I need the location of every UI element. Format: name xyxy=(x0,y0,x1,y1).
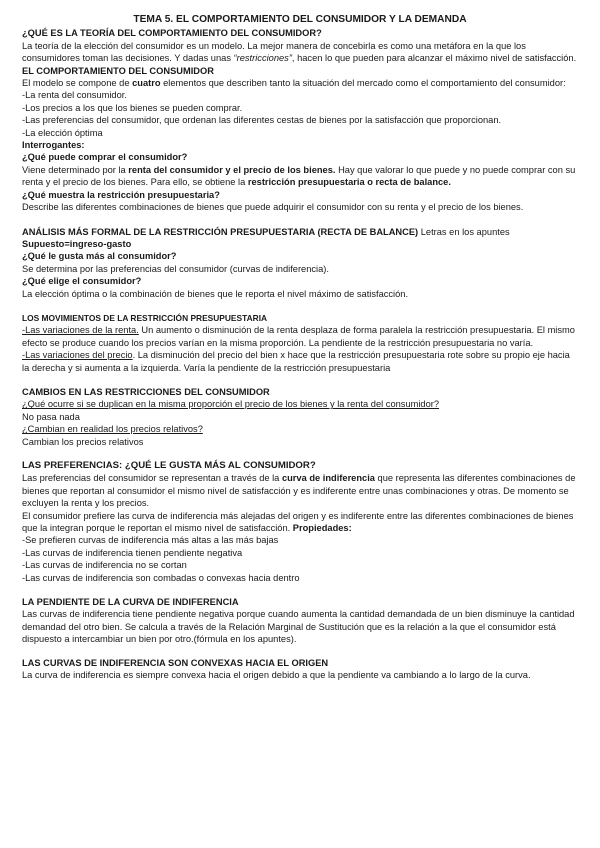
movements-income-paragraph: -Las variaciones de la renta. Un aumento o disminución de la renta desplaza de forma paralela la restricción presupuestaria. El mismo efecto se produce cuando los precios varían en la misma proporción. La pendiente de la restricción presupuestaria no varía. xyxy=(22,325,575,348)
theory-paragraph: La teoría de la elección del consumidor es un modelo. La mejor manera de concebirla es como una metáfora en la que los consumidores toman las decisiones. Y dadas unas “restricciones”, hacen lo que pueden para alcanzar el máximo nivel de satisfacción. xyxy=(22,40,577,64)
behaviour-heading: EL COMPORTAMIENTO DEL CONSUMIDOR xyxy=(22,65,214,76)
restrictions-emphasis: “restricciones” xyxy=(233,53,292,64)
question: ¿Qué elige el consumidor? xyxy=(22,276,142,287)
slope-paragraph: Las curvas de indiferencia tiene pendiente negativa porque cuando aumenta la cantidad demandada de un bien disminuye la cantidad demandad del otro bien. Se calcula a través de la Relación Marginal de Sustitución que es la relación a la que el consumidor está dispuesto a intercambiar un bien por otro.(fórmula en los apuntes). xyxy=(22,609,575,645)
question: ¿Qué puede comprar el consumidor? xyxy=(22,152,188,163)
formal-heading-line xyxy=(22,226,578,238)
slope-heading: LA PENDIENTE DE LA CURVA DE INDIFERENCIA xyxy=(22,597,239,608)
list-item: -La elección óptima xyxy=(22,127,103,138)
list-item: -Las preferencias del consumidor, que ordenan las diferentes cestas de bienes por la satisfacción que proporcionan. xyxy=(22,115,502,126)
question: ¿Qué ocurre si se duplican en la misma proporción el precio de los bienes y la renta del consumidor? xyxy=(22,399,440,410)
answer: Describe las diferentes combinaciones de bienes que puede adquirir el consumidor con su renta y el precio de los bienes. xyxy=(22,202,524,213)
movements-price-paragraph: -Las variaciones del precio. La disminución del precio del bien x hace que la restricción presupuestaria rote sobre su propio eje hacia la derecha y si aumenta a la izquierda. Varía la pendiente de la restricción presupuestaria xyxy=(22,350,570,373)
preferences-heading: LAS PREFERENCIAS: ¿QUÉ LE GUSTA MÁS AL CONSUMIDOR? xyxy=(22,460,316,471)
list-item: -Los precios a los que los bienes se pueden comprar. xyxy=(22,102,243,113)
convex-paragraph: La curva de indiferencia es siempre convexa hacia el origen debido a que la pendiente va cambiando a lo largo de la curva. xyxy=(22,670,531,681)
answer: La elección óptima o la combinación de bienes que le reporta el nivel máximo de satisfacción. xyxy=(22,288,409,299)
question: ¿Cambian en realidad los precios relativos? xyxy=(22,424,203,435)
list-item: -Las curvas de indiferencia tienen pendiente negativa xyxy=(22,547,243,558)
movements-heading: LOS MOVIMIENTOS DE LA RESTRICCIÓN PRESUPUESTARIA xyxy=(22,312,268,323)
formal-heading-note: Letras en los apuntes xyxy=(418,226,510,237)
formula: Supuesto=ingreso-gasto xyxy=(22,238,132,249)
convex-heading: LAS CURVAS DE INDIFERENCIA SON CONVEXAS HACIA EL ORIGEN xyxy=(22,657,329,668)
changes-heading: CAMBIOS EN LAS RESTRICCIONES DEL CONSUMIDOR xyxy=(22,386,270,397)
answer: Se determina por las preferencias del consumidor (curvas de indiferencia). xyxy=(22,263,329,274)
questions-label: Interrogantes: xyxy=(22,140,85,151)
page-title: TEMA 5. EL COMPORTAMIENTO DEL CONSUMIDOR Y LA DEMANDA xyxy=(133,14,467,25)
preferences-paragraph: Las preferencias del consumidor se representan a través de la curva de indiferencia que representa las diferentes combinaciones de bienes que reportan al consumidor el mismo nivel de satisfacción y es indiferente entre unas combinaciones y otras. De momento se excluyen la renta y los precios. xyxy=(22,473,576,509)
theory-heading: ¿QUÉ ES LA TEORÍA DEL COMPORTAMIENTO DEL CONSUMIDOR? xyxy=(22,28,322,39)
behaviour-intro: El modelo se compone de cuatro elementos que describen tanto la situación del mercado como el comportamiento del consumidor: xyxy=(22,78,566,89)
preferences-paragraph: El consumidor prefiere las curva de indiferencia más alejadas del origen y es indiferente entre las diferentes combinaciones de bienes que la integran porque le reportan el mismo nivel de satisfacción. Propiedades: xyxy=(22,510,574,534)
list-item: -La renta del consumidor. xyxy=(22,90,127,101)
list-item: -Las curvas de indiferencia son combadas o convexas hacia dentro xyxy=(22,572,300,583)
answer: Cambian los precios relativos xyxy=(22,436,144,447)
list-item: -Se prefieren curvas de indiferencia más altas a las más bajas xyxy=(22,535,279,546)
question: ¿Qué le gusta más al consumidor? xyxy=(22,251,177,262)
question: ¿Qué muestra la restricción presupuestaria? xyxy=(22,189,220,200)
answer: No pasa nada xyxy=(22,411,80,422)
answer: Viene determinado por la renta del consumidor y el precio de los bienes. Hay que valorar lo que puede y no puede comprar con su renta y el precio de los bienes. Para ello, se obtiene la restricción presupuestaria o recta de balance. xyxy=(22,164,576,188)
list-item: -Las curvas de indiferencia no se cortan xyxy=(22,560,187,571)
formal-heading: ANÁLISIS MÁS FORMAL DE LA RESTRICCIÓN PRESUPUESTARIA (RECTA DE BALANCE) xyxy=(22,226,419,237)
